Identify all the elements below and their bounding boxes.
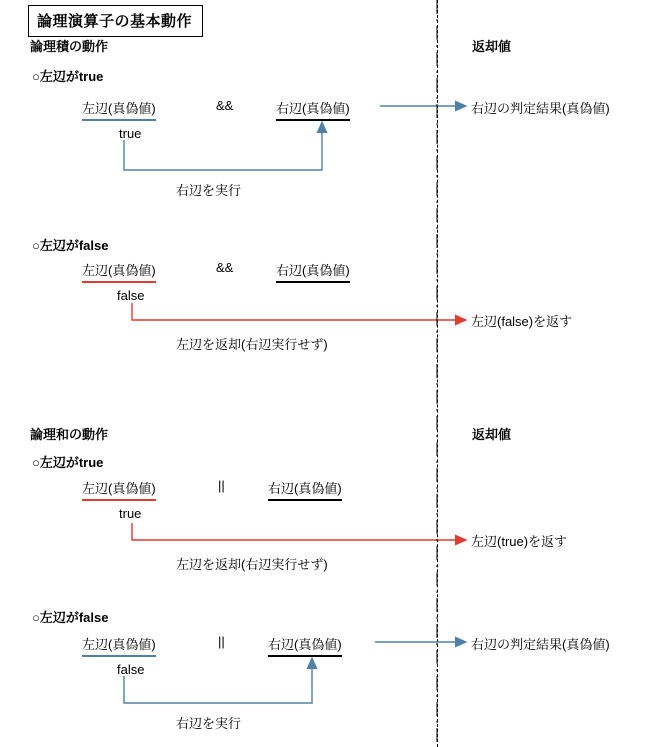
- return-heading-or: 返却値: [472, 427, 512, 442]
- case-heading-or-true: ○左辺がtrue: [32, 455, 104, 470]
- flow-note-and-false: 左辺を返却(右辺実行せず): [176, 337, 328, 352]
- arrow-and-false-flow: [132, 303, 466, 320]
- right-operand-and-false: 右辺(真偽値): [276, 260, 350, 283]
- right-operand-or-false: 右辺(真偽値): [268, 634, 342, 657]
- section-heading-and: 論理積の動作: [30, 39, 109, 54]
- case-heading-and-true: ○左辺がtrue: [32, 69, 104, 84]
- arrow-and-true-flow: [124, 122, 322, 170]
- right-operand-or-true: 右辺(真偽値): [268, 478, 342, 501]
- flow-note-and-true: 右辺を実行: [176, 183, 242, 198]
- flow-note-or-true: 左辺を返却(右辺実行せず): [176, 557, 328, 572]
- arrow-or-true-flow: [132, 523, 466, 540]
- left-value-and-true: true: [119, 126, 142, 141]
- section-heading-or: 論理和の動作: [30, 427, 109, 442]
- vertical-separator: [437, 0, 438, 747]
- return-heading-and: 返却値: [472, 39, 512, 54]
- page-title: 論理演算子の基本動作: [28, 5, 203, 37]
- right-operand-and-true: 右辺(真偽値): [276, 98, 350, 121]
- left-value-and-false: false: [117, 288, 145, 303]
- operator-or-true: ||: [218, 478, 225, 493]
- return-text-or-false: 右辺の判定結果(真偽値): [471, 637, 610, 652]
- operator-and-false: &&: [216, 260, 234, 275]
- left-value-or-true: true: [119, 506, 142, 521]
- return-text-or-true: 左辺(true)を返す: [471, 534, 568, 549]
- operator-or-false: ||: [218, 634, 225, 649]
- left-operand-and-false: 左辺(真偽値): [82, 260, 156, 283]
- case-heading-and-false: ○左辺がfalse: [32, 238, 109, 253]
- left-operand-or-true: 左辺(真偽値): [82, 478, 156, 501]
- case-heading-or-false: ○左辺がfalse: [32, 610, 109, 625]
- left-operand-and-true: 左辺(真偽値): [82, 98, 156, 121]
- return-text-and-false: 左辺(false)を返す: [471, 314, 573, 329]
- return-text-and-true: 右辺の判定結果(真偽値): [471, 101, 610, 116]
- arrow-or-false-flow: [124, 658, 312, 703]
- operator-and-true: &&: [216, 98, 234, 113]
- left-operand-or-false: 左辺(真偽値): [82, 634, 156, 657]
- left-value-or-false: false: [117, 662, 145, 677]
- flow-note-or-false: 右辺を実行: [176, 716, 242, 731]
